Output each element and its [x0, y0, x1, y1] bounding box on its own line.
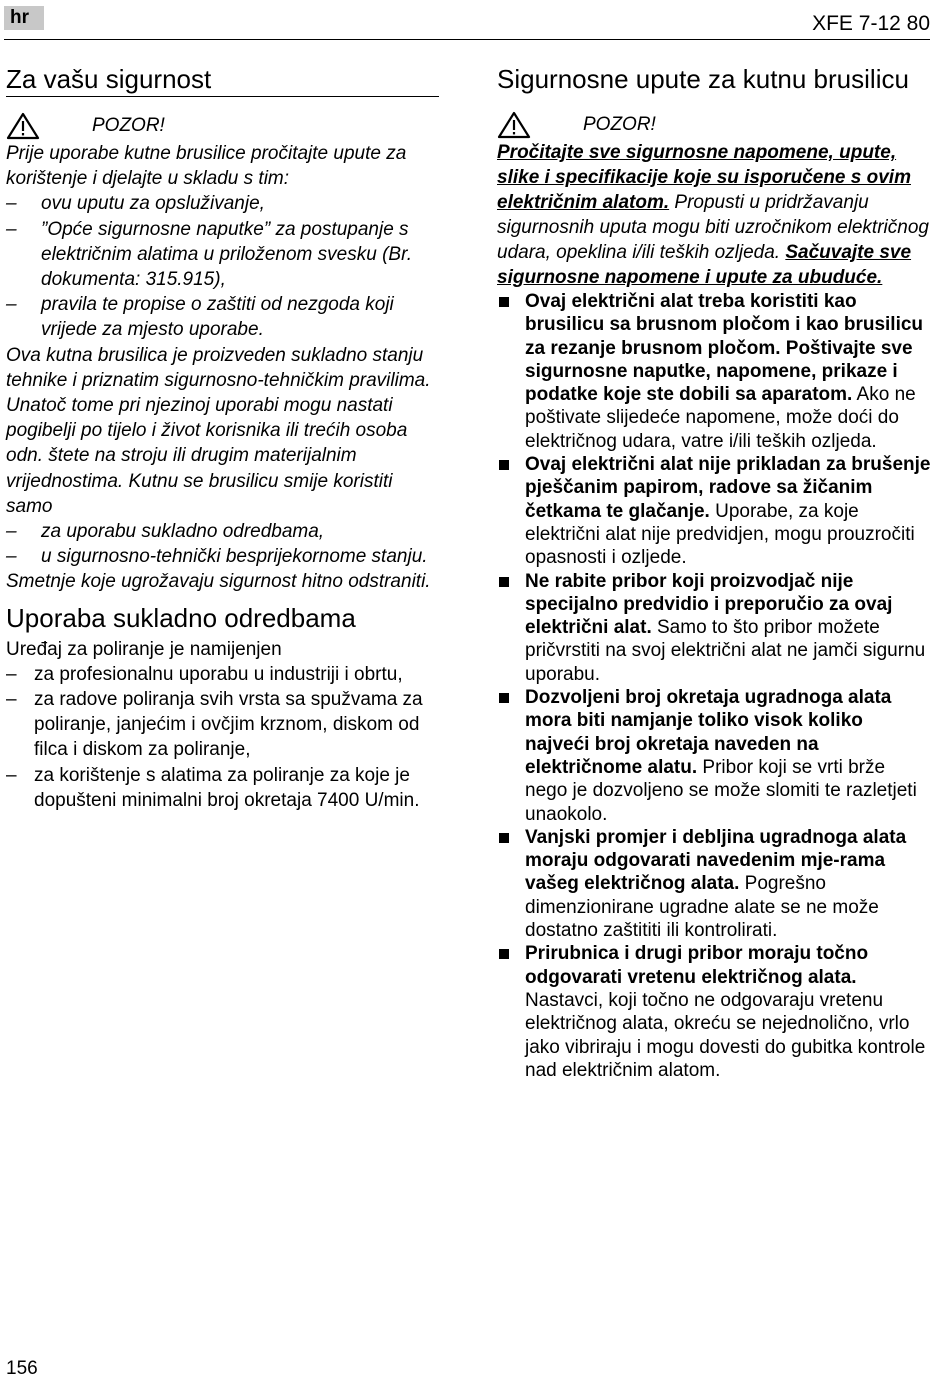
- bullet-item: Prirubnica i drugi pribor moraju točno odgovarati vretenu električnog alata. Nastavci, koji točno ne odgovaraju vretenu električnog alata, okreću se nejednolično, vrlo jako vibriraju i mogu dovesti do gubitka kontrole nad električnim alatom.: [497, 942, 931, 1082]
- usage-title: Uporaba sukladno odredbama: [6, 602, 356, 633]
- bullet-square-icon: [499, 577, 509, 587]
- warning-label: POZOR!: [583, 114, 656, 135]
- warning-triangle-icon: [497, 111, 531, 139]
- list-item: – ”Opće sigurnosne naputke” za postupanje s električnim alatima u priloženom svesku (Br. dokumenta: 315.915),: [6, 218, 412, 291]
- page-number: 156: [6, 1358, 38, 1379]
- list-item: – za profesionalnu uporabu u industriji i obrtu,: [6, 663, 403, 685]
- compliance-paragraph: Ova kutna brusilica je proizveden sukladno stanju tehnike i priznatim sigurnosno-tehničkim pravilima. Unatoč tome pri njezinoj uporabi mogu nastati pogibelji po tijelo i život korisnika ili trećih osoba odn. štete na stroju ili drugim materijalnim vrijednostima. Kutnu se brusilicu smije koristiti samo: [6, 344, 431, 517]
- safety-bullets: [497, 290, 931, 1082]
- header-rule: [4, 39, 930, 40]
- language-tag: hr: [4, 6, 44, 30]
- bullet-item: Ovaj električni alat treba koristiti kao brusilicu sa brusnom pločom i kao brusilicu za rezanje brusnom pločom. Poštivajte sve sigurnosne naputke, napomene, prikaze i podatke koje ste dobili sa aparatom. Ako ne poštivate slijedeće napomene, može doći do električnog udara, vatre i/ili teških ozljeda.: [497, 290, 931, 453]
- failure-text: Propusti u pridržavanju sigurnosnih uputa mogu biti uzročnikom električnog udara, opeklina i/ili teških ozljeda.: [497, 192, 929, 263]
- bullet-square-icon: [499, 693, 509, 703]
- bullet-square-icon: [499, 460, 509, 470]
- list-item: – ovu uputu za opsluživanje,: [6, 193, 265, 215]
- bullet-item: Dozvoljeni broj okretaja ugradnoga alata mora biti namjanje toliko visok koliko najveći broj okretaja naveden na električnome alatu. Pribor koji se vrti brže nego je dozvoljeno se može slomiti te razletjeti unaokolo.: [497, 686, 931, 826]
- model-name: XFE 7-12 80: [812, 12, 930, 35]
- read-all-text: Pročitajte sve sigurnosne napomene, upute, slike i specifikacije koje su isporučene s ovim električnim alatom.: [497, 142, 911, 213]
- bullet-item: Ne rabite pribor koji proizvodjač nije specijalno predvidio i preporučio za ovaj električni alat. Samo to što pribor možete pričvrstiti na svoj električni alat ne jamči sigurnu uporabu.: [497, 570, 931, 686]
- left-column: [6, 62, 439, 813]
- bullet-item: Ovaj električni alat nije prikladan za brušenje pješčanim papirom, radove sa žičanim četkama te glačanje. Uporabe, za koje električni alat nije predvidjen, mogu prouzročiti opasnosti i ozljede.: [497, 453, 931, 569]
- list-item: – pravila te propise o zaštiti od nezgoda koji vrijede za mjesto uporabe.: [6, 294, 394, 341]
- bullet-item: Vanjski promjer i debljina ugradnoga alata moraju odgovarati navedenim mje-rama vašeg električnog alata. Pogrešno dimenzionirane ugradne alate se ne može dostatno zaštititi ili kontrolirati.: [497, 826, 931, 942]
- bullet-square-icon: [499, 833, 509, 843]
- warning-label: POZOR!: [92, 115, 165, 136]
- warning-triangle-icon: [6, 112, 40, 140]
- closing-text: Smetnje koje ugrožavaju sigurnost hitno odstraniti.: [6, 571, 431, 593]
- list-item: – za uporabu sukladno odredbama,: [6, 521, 325, 543]
- list-item: – za korištenje s alatima za poliranje za koje je dopušteni minimalni broj okretaja 7400 U/min.: [6, 764, 420, 811]
- right-column: [497, 62, 931, 1082]
- read-list: [6, 191, 439, 342]
- list-item: – za radove poliranja svih vrsta sa spužvama za poliranje, janjećim i ovčjim krznom, diskom od filca i diskom za poliranje,: [6, 689, 423, 761]
- usage-list: [6, 662, 439, 813]
- use-conditions-list: [6, 519, 439, 569]
- warning-line: [497, 110, 931, 140]
- warning-line: [6, 111, 439, 141]
- read-all-notice: [497, 140, 931, 290]
- grinder-safety-title: Sigurnosne upute za kutnu brusilicu: [497, 64, 909, 94]
- bullet-square-icon: [499, 949, 509, 959]
- usage-intro: Uređaj za poliranje je namijenjen: [6, 638, 282, 660]
- keep-text: Sačuvajte sve sigurnosne napomene i upute za ubuduće.: [497, 242, 912, 288]
- safety-title: Za vašu sigurnost: [6, 62, 439, 97]
- intro-text: Prije uporabe kutne brusilice pročitajte upute za korištenje i djelajte u skladu s tim:: [6, 143, 407, 190]
- bullet-square-icon: [499, 297, 509, 307]
- list-item: – u sigurnosno-tehnički besprijekornome stanju.: [6, 546, 428, 568]
